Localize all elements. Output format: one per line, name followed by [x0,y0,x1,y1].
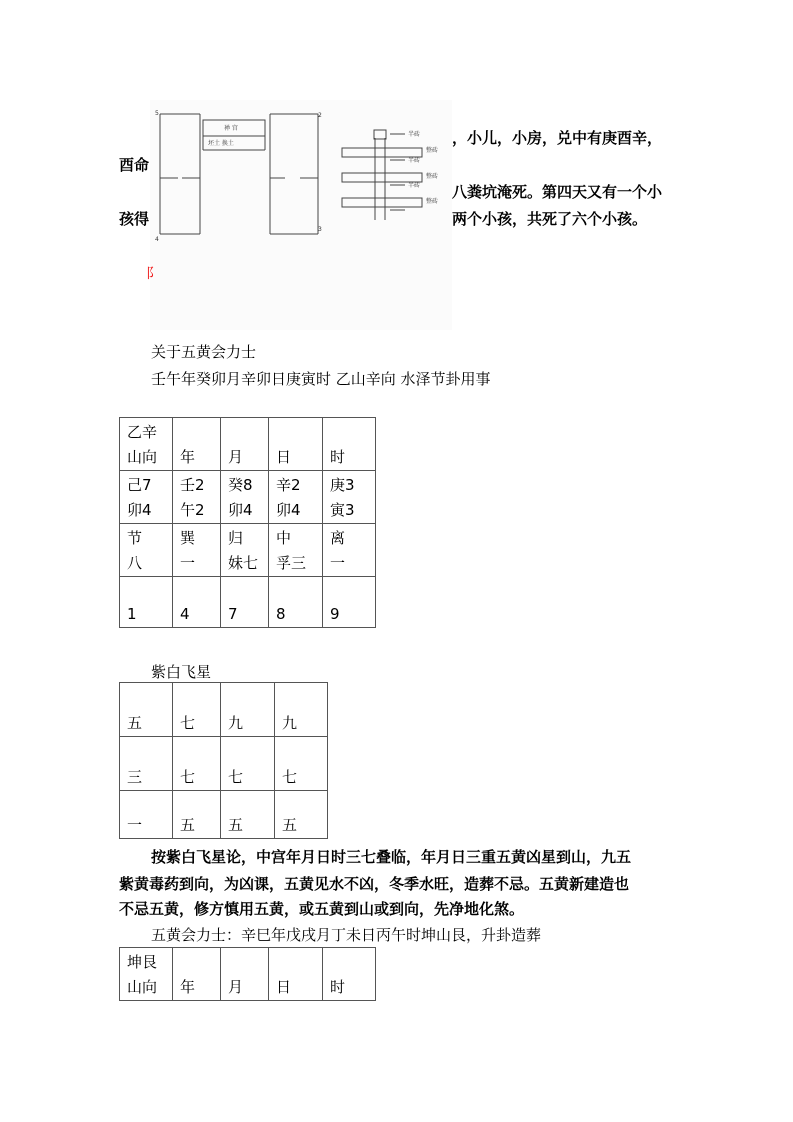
table-cell [221,524,269,577]
cell-text: 年 [180,978,196,996]
cell-text: 日 [276,978,292,996]
cell-text: 中 孚三 [276,529,307,572]
legend-label: 半砖 [408,131,421,138]
cell-text: 五 [127,714,143,732]
table-cell [323,418,376,471]
table-cell [173,577,221,628]
table-cell [120,471,173,524]
table-cell [323,524,376,577]
table-cell [173,471,221,524]
table-cell [269,524,323,577]
table-cell [173,737,221,791]
cell-text: 己7 卯4 [127,476,152,519]
table-cell [221,737,275,791]
legend-label: 整砖 [426,198,439,205]
para1-right: ，小儿，小房，兑中有庚酉辛， [452,129,663,147]
para2-right: 八粪坑淹死。第四天又有一个小 [452,183,663,201]
table-cell [120,791,173,839]
cell-text: 时 [330,978,346,996]
paragraph-line: 按紫白飞星论，中宫年月日时三七叠临，年月日三重五黄凶星到山，九五 [151,848,632,866]
cell-text: 癸8 卯4 [228,476,253,519]
cell-text: 9 [330,605,340,623]
cell-text: 七 [180,768,196,786]
cell-text: 五 [228,816,244,834]
table-cell [120,948,173,1001]
legend-label: 半砖 [408,182,421,189]
ganzhi-table [119,417,376,628]
table-cell [120,577,173,628]
cell-text: 8 [276,605,286,623]
para1-left: 酉命 [119,156,150,174]
cell-text: 壬2 午2 [180,476,205,519]
cell-text: 五 [180,816,196,834]
legend-label: 整砖 [426,173,439,180]
corner-label: 2 [318,112,322,119]
feixing-table [119,682,328,839]
table-cell [173,418,221,471]
section1-heading: 关于五黄会力士 [151,343,257,361]
cell-text: 离 一 [330,529,346,572]
cell-text: 月 [228,978,244,996]
cell-text: 归 妹七 [228,529,259,572]
cell-text: 七 [228,768,244,786]
cell-text: 乙辛 山向 [127,423,158,466]
cell-text: 庚3 寅3 [330,476,355,519]
cell-text: 巽 一 [180,529,196,572]
table-cell [221,791,275,839]
floor-plan-drawing [150,100,452,330]
section2-heading: 紫白飞星 [151,663,212,681]
table-cell [120,418,173,471]
red-mark: 阝 [146,266,160,282]
legend-label: 整砖 [426,147,439,154]
table-cell [221,683,275,737]
cell-text: 月 [228,448,244,466]
table-cell [323,948,376,1001]
table-cell [173,791,221,839]
cell-text: 4 [180,605,190,623]
cell-text: 日 [276,448,292,466]
table-cell [275,683,328,737]
section3-heading: 五黄会力士：辛巳年戊戌月丁未日丙午时坤山艮，升卦造葬 [151,926,542,944]
cell-text: 三 [127,768,143,786]
cell-text: 一 [127,816,143,834]
cell-text: 七 [180,714,196,732]
cell-text: 节 八 [127,529,143,572]
cell-text: 九 [282,714,298,732]
cell-text: 坤艮 山向 [127,953,158,996]
cell-text: 时 [330,448,346,466]
paragraph-line: 不忌五黄，修方慎用五黄，或五黄到山或到向，先净地化煞。 [119,900,525,918]
table-cell [221,418,269,471]
corner-label: 5 [155,110,159,117]
kun-table [119,947,376,1001]
cell-text: 年 [180,448,196,466]
table-cell [323,471,376,524]
corner-label: 4 [155,236,159,243]
paragraph-line: 紫黄毒药到向，为凶课，五黄见水不凶，冬季水旺，造葬不忌。五黄新建造也 [119,875,630,893]
table-cell [120,737,173,791]
table-cell [275,737,328,791]
floor-plan-figure [150,100,452,330]
table-cell [269,418,323,471]
table-cell [221,471,269,524]
table-cell [120,524,173,577]
cell-text: 7 [228,605,238,623]
table-cell [275,791,328,839]
legend-label: 半砖 [408,157,421,164]
cell-text: 五 [282,816,298,834]
box-label: 禅 宫 [224,125,238,132]
cell-text: 九 [228,714,244,732]
table-cell [120,683,173,737]
cell-text: 辛2 卯4 [276,476,301,519]
table-cell [269,471,323,524]
table-cell [269,948,323,1001]
cell-text: 1 [127,605,137,623]
para3-left: 孩得 [119,210,150,228]
table-cell [173,948,221,1001]
box-label: 坯土 换土 [208,140,234,147]
table-cell [221,577,269,628]
table-cell [221,948,269,1001]
table-cell [269,577,323,628]
table-cell [323,577,376,628]
corner-label: 3 [318,226,322,233]
para3-right: 两个小孩，共死了六个小孩。 [452,210,648,228]
section1-subheading: 壬午年癸卯月辛卯日庚寅时 乙山辛向 水泽节卦用事 [151,370,491,388]
table-cell [173,683,221,737]
table-cell [173,524,221,577]
cell-text: 七 [282,768,298,786]
